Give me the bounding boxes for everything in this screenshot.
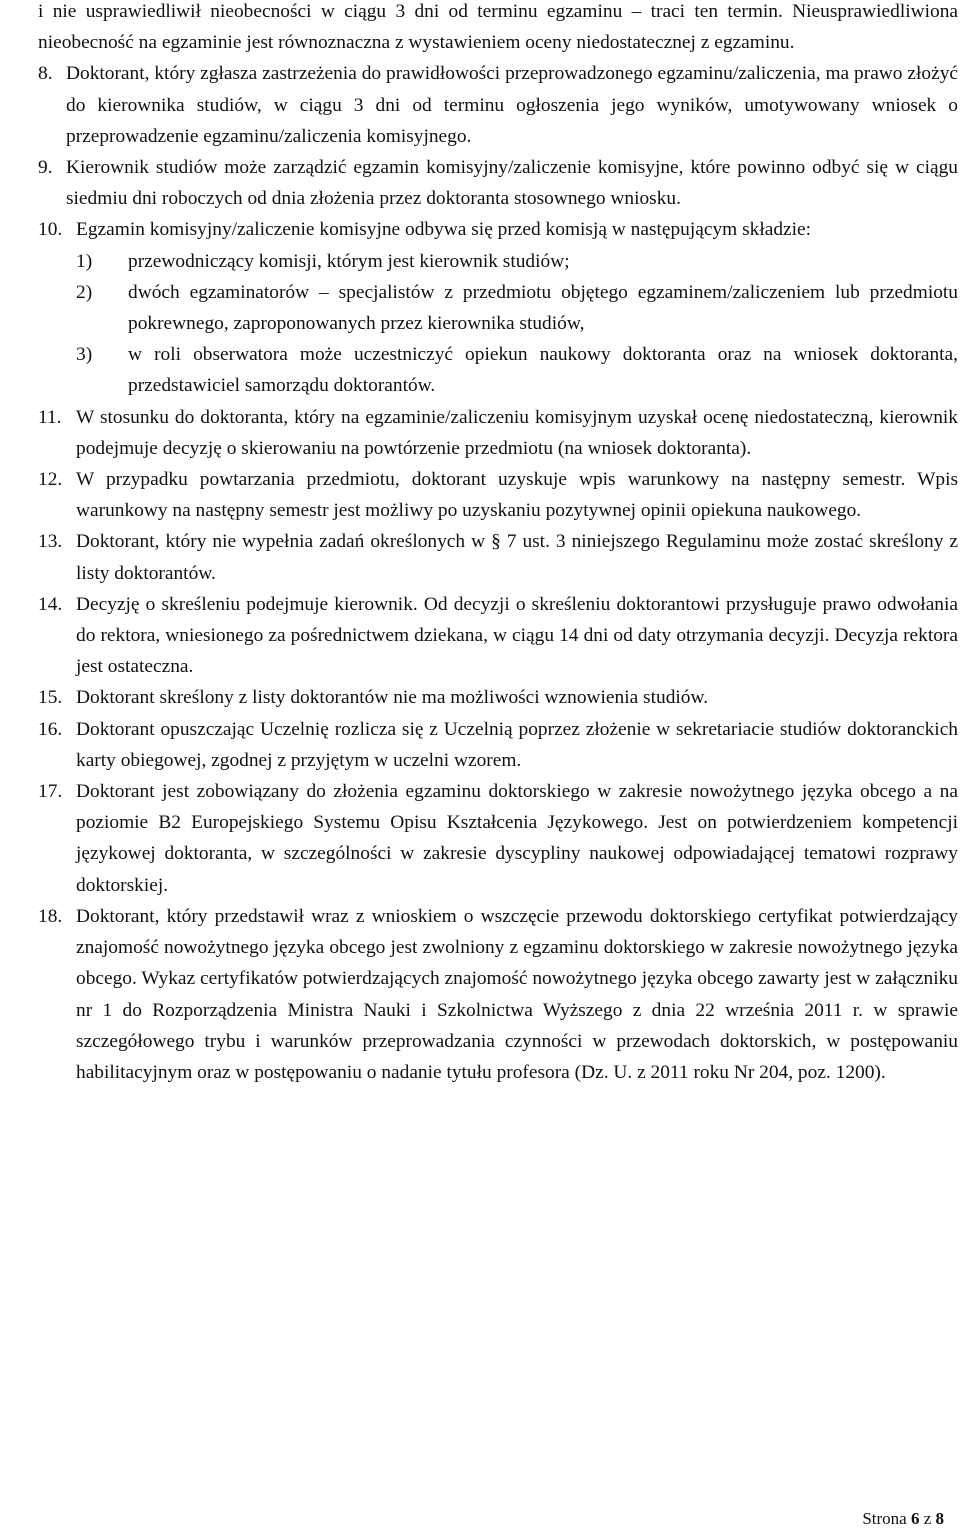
list-item-9	[38, 152, 958, 214]
list-item-13	[38, 526, 958, 588]
page-footer	[862, 1509, 944, 1529]
list-item-18	[38, 901, 958, 1088]
item-text: Decyzję o skreśleniu podejmuje kierownik. Od decyzji o skreśleniu doktorantowi przysługuje prawo odwołania do rektora, wniesionego za pośrednictwem dziekana, w ciągu 14 dni od daty otrzymania decyzji. Decyzja rektora jest ostateczna.	[76, 593, 958, 678]
item-number: 13.	[38, 531, 63, 553]
item-number: 14.	[38, 593, 63, 615]
committee-member-1	[76, 246, 958, 277]
item-text: Doktorant jest zobowiązany do złożenia egzaminu doktorskiego w zakresie nowożytnego języka obcego a na poziomie B2 Europejskiego Systemu Opisu Kształcenia Językowego. Jest on potwierdzeniem kompetencji językowej doktoranta, w szczególności w zakresie dyscypliny naukowej odpowiadającej tematowi rozprawy doktorskiej.	[76, 781, 958, 896]
item-text: Doktorant, który przedstawił wraz z wnioskiem o wszczęcie przewodu doktorskiego certyfikat potwierdzający znajomość nowożytnego języka obcego jest zwolniony z egzaminu doktorskiego w zakresie nowożytnego języka obcego. Wykaz certyfikatów potwierdzających znajomość nowożytnego języka obcego zawarty jest w załączniku nr 1 do Rozporządzenia Ministra Nauki i Szkolnictwa Wyższego z dnia 22 września 2011 r. w sprawie szczegółowego trybu i warunków przeprowadzania czynności w przewodach doktorskich, w postępowaniu habilitacyjnym oraz w postępowaniu o nadanie tytułu profesora (Dz. U. z 2011 roku Nr 204, poz. 1200).	[76, 905, 958, 1083]
item-number: 8.	[38, 63, 53, 85]
regulation-text	[38, 0, 958, 1088]
footer-prefix: Strona	[862, 1509, 907, 1528]
item-number: 10.	[38, 219, 63, 241]
item-number: 17.	[38, 781, 63, 803]
item-text: W przypadku powtarzania przedmiotu, doktorant uzyskuje wpis warunkowy na następny semestr. Wpis warunkowy na następny semestr jest możliwy po uzyskaniu pozytywnej opinii opiekuna naukowego.	[76, 469, 958, 522]
item-number: 9.	[38, 157, 53, 179]
list-item-10	[38, 214, 958, 401]
sub-text: dwóch egzaminatorów – specjalistów z przedmiotu objętego egzaminem/zaliczeniem lub przedmiotu pokrewnego, zaproponowanych przez kierownika studiów,	[128, 281, 958, 335]
item-body	[76, 214, 958, 401]
list-item-15	[38, 682, 958, 713]
sub-text: w roli obserwatora może uczestniczyć opiekun naukowy doktoranta oraz na wniosek doktoranta, przedstawiciel samorządu doktorantów.	[128, 344, 958, 397]
item-number: 12.	[38, 469, 63, 491]
list-item-12	[38, 464, 958, 526]
item-text: Kierownik studiów może zarządzić egzamin komisyjny/zaliczenie komisyjne, które powinno odbyć się w ciągu siedmiu dni roboczych od dnia złożenia przez doktoranta stosownego wniosku.	[66, 157, 958, 210]
sub-text: przewodniczący komisji, którym jest kierownik studiów;	[128, 250, 570, 272]
item-number: 11.	[38, 406, 62, 428]
committee-member-2	[76, 277, 958, 339]
item-number: 18.	[38, 905, 63, 927]
item-text: Egzamin komisyjny/zaliczenie komisyjne odbywa się przed komisją w następującym składzie:	[76, 219, 812, 241]
footer-total-pages: 8	[935, 1509, 944, 1528]
item-text: Doktorant opuszczając Uczelnię rozlicza się z Uczelnią poprzez złożenie w sekretariacie studiów doktoranckich karty obiegowej, zgodnej z przyjętym w uczelni wzorem.	[76, 718, 958, 771]
item-text: W stosunku do doktoranta, który na egzaminie/zaliczeniu komisyjnym uzyskał ocenę niedostateczną, kierownik podejmuje decyzję o skierowaniu na powtórzenie przedmiotu (na wniosek doktoranta).	[76, 406, 958, 459]
continuation-paragraph: i nie usprawiedliwił nieobecności w ciągu 3 dni od terminu egzaminu – traci ten termin. Nieusprawiedliwiona nieobecność na egzaminie jest równoznaczna z wystawieniem oceny niedostatecznej z egzaminu.	[38, 1, 958, 54]
list-item-11	[38, 402, 958, 464]
footer-page-number: 6	[910, 1509, 920, 1528]
item-text: Doktorant, który zgłasza zastrzeżenia do prawidłowości przeprowadzonego egzaminu/zaliczenia, ma prawo złożyć do kierownika studiów, w ciągu 3 dni od terminu ogłoszenia jego wyników, umotywowany wniosek o przeprowadzenie egzaminu/zaliczenia komisyjnego.	[66, 63, 958, 147]
sub-number: 3)	[76, 344, 93, 366]
list-item-14	[38, 589, 958, 683]
item-text: Doktorant skreślony z listy doktorantów nie ma możliwości wznowienia studiów.	[76, 687, 709, 709]
footer-of: z	[923, 1509, 932, 1528]
committee-member-3	[76, 339, 958, 401]
list-item-16	[38, 714, 958, 776]
sub-number: 1)	[76, 250, 93, 272]
item-text: Doktorant, który nie wypełnia zadań określonych w § 7 ust. 3 niniejszego Regulaminu może zostać skreślony z listy doktorantów.	[76, 531, 958, 584]
list-item-8	[38, 58, 958, 152]
item-number: 16.	[38, 718, 63, 740]
sub-number: 2)	[76, 281, 93, 303]
list-item-17	[38, 776, 958, 901]
item-number: 15.	[38, 687, 63, 709]
